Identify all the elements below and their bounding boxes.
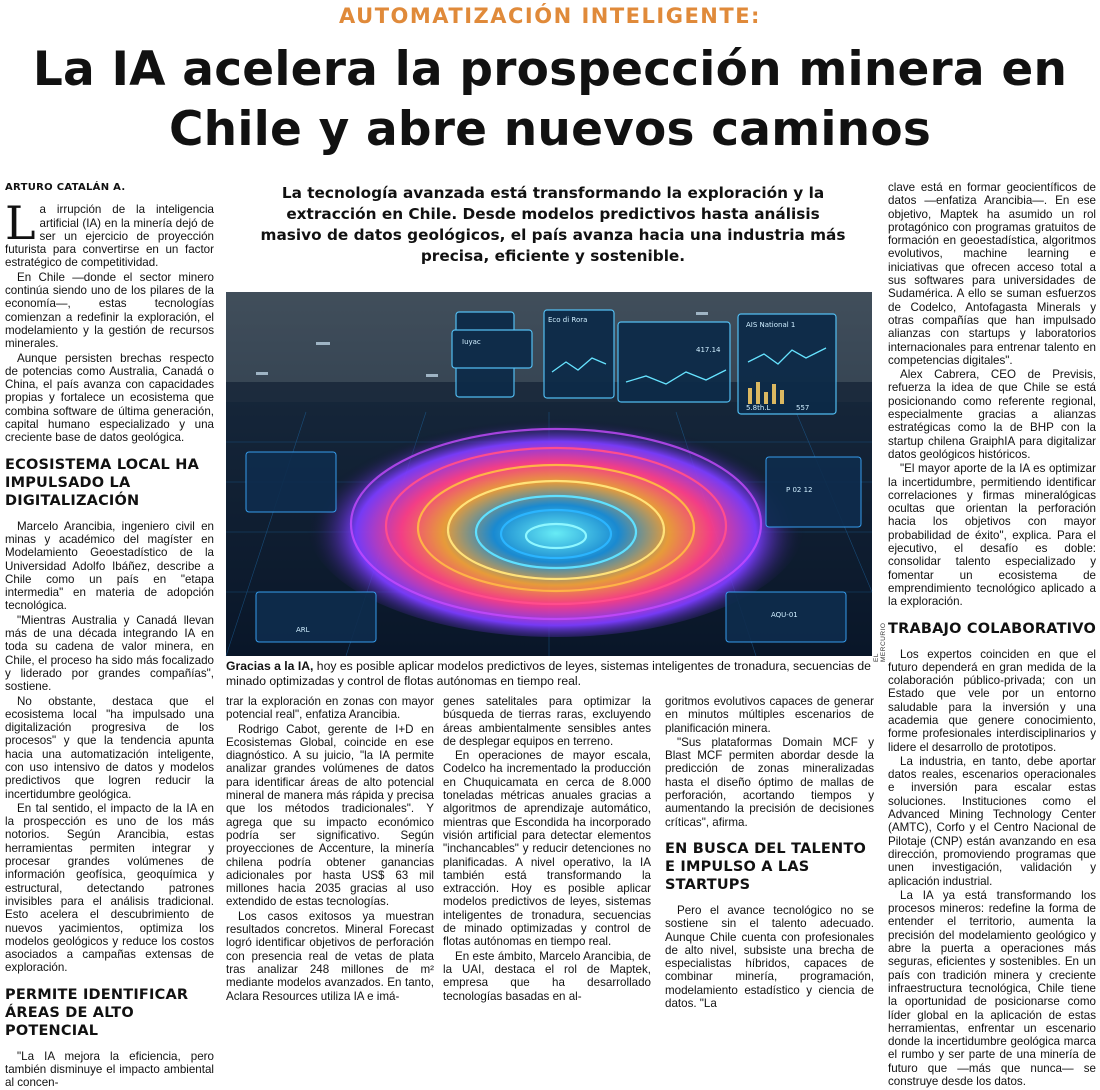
paragraph: Alex Cabrera, CEO de Previsis, refuerza la idea de que Chile se está posicionando como referente regional, especialmente gracias a alianzas estratégicas como la de BHP con la startup chilena GraiphIA para digitalizar datos geológicos históricos. xyxy=(888,368,1096,461)
screen-label: AIS National 1 xyxy=(746,321,796,329)
paragraph: Los expertos coinciden en que el futuro dependerá en gran medida de la colaboración público-privada; con un Estado que vele por un entorno saludable para la inversión y una academia que genere conocimiento, forme profesionales interdisciplinarios y lidere el desarrollo de prototipos. xyxy=(888,647,1096,754)
paragraph: "Mientras Australia y Canadá llevan más de una década integrando IA en toda su cadena de valor minera, en Chile, el proceso ha sido más focalizado y liderado por grandes compañías", sostiene. xyxy=(5,613,214,694)
paragraph: goritmos evolutivos capaces de generar en minutos múltiples escenarios de planificación minera. xyxy=(665,695,874,735)
column-5 xyxy=(888,181,1096,1088)
screen-label: 417.14 xyxy=(696,346,721,354)
lead-paragraph: La irrupción de la inteligencia artificial (IA) en la minería dejó de ser un ejercicio de proyección futurista para convertirse en un factor estratégico de competitividad. xyxy=(5,196,214,270)
paragraph: Los casos exitosos ya muestran resultados concretos. Mineral Forecast logró identificar objetivos de perforación con presencia real de vetas de plata tras analizar 248 millones de m² mediante modelos avanzados. En tanto, Aclara Resources utiliza IA e imá- xyxy=(226,909,434,1003)
paragraph: "La IA mejora la eficiencia, pero también disminuye el impacto ambiental al concen- xyxy=(5,1049,214,1090)
screen-label: Iuyac xyxy=(462,338,481,346)
paragraph: Marcelo Arancibia, ingeniero civil en minas y académico del magíster en Modelamiento Geoestadístico de la Universidad Adolfo Ibáñez, describe a Chile como un país en "etapa intermedia" en materia de adopción tecnológica. xyxy=(5,519,214,613)
headline-line-2: Chile y abre nuevos caminos xyxy=(168,102,932,157)
paragraph: La industria, en tanto, debe aportar datos reales, escenarios operacionales e inversión para escalar estas soluciones. Instituciones como el Advanced Mining Technology Center (AMTC), Corfo y el Centro Nacional de Pilotaje (CNP) están avanzando en esa dirección, promoviendo programas que unen investigación, validación y aplicación industrial. xyxy=(888,754,1096,888)
subheading-areas: PERMITE IDENTIFICAR ÁREAS DE ALTO POTENCIAL xyxy=(5,986,189,1039)
screen-label: AQU-01 xyxy=(771,611,798,619)
paragraph: "El mayor aporte de la IA es optimizar la incertidumbre, permitiendo identificar correlaciones y firmas mineralógicas ocultas que orientan la perforación hacia los objetivos con mayor probabilidad de éxito", explica. Para el ejecutivo, el desafío es doble: consolidar talento especializado y fomentar un ecosistema de emprendimiento tecnológico aplicado a la exploración. xyxy=(888,462,1096,609)
screen-label: P 02 12 xyxy=(786,486,813,494)
subheading-ecosistema: ECOSISTEMA LOCAL HA IMPULSADO LA DIGITALIZACIÓN xyxy=(5,456,200,509)
paragraph: "Sus plataformas Domain MCF y Blast MCF permiten abordar desde la predicción de zonas mineralizadas hasta el diseño óptimo de mallas de perforación, acortando tiempos y aumentando la precisión de decisiones críticas", afirma. xyxy=(665,735,874,829)
column-3 xyxy=(443,695,651,1003)
subheading-talento: EN BUSCA DEL TALENTO E IMPULSO A LAS STARTUPS xyxy=(665,840,866,893)
paragraph: En tal sentido, el impacto de la IA en la prospección es uno de los más notorios. Según Arancibia, estas herramientas permiten integrar y procesar grandes volúmenes de información geofísica, geoquímica y estructural, detectando patrones invisibles para el análisis tradicional. Esto acelera el descubrimiento de nuevos yacimientos, optimiza los modelos geológicos y reduce los costos asociados a campañas extensas de exploración. xyxy=(5,801,214,975)
caption-lead: Gracias a la IA, xyxy=(226,659,314,673)
paragraph: En operaciones de mayor escala, Codelco ha incrementado la producción en Chuquicamata en cerca de 8.000 toneladas métricas anuales gracias a algoritmos de aprendizaje automático, mientras que Escondida ha incorporado visión artificial para detectar elementos "inchancables" y reducir detenciones no planificadas. A nivel operativo, la IA también está transformando la extracción. Hoy es posible aplicar modelos predictivos de leyes, sistemas inteligentes de tronadura, secuencias de minado optimizadas y control de flotas autónomas en tiempo real. xyxy=(443,749,651,949)
deck-subtitle: La tecnología avanzada está transformando la exploración y la extracción en Chile. Desde modelos predictivos hasta análisis masivo de datos geológicos, el país avanza hacia una industria más precisa, eficiente y sostenible. xyxy=(260,184,846,265)
paragraph: genes satelitales para optimizar la búsqueda de tierras raras, excluyendo áreas ambientalmente sensibles antes de desplegar equipos en terreno. xyxy=(443,695,651,748)
screen-label: Eco di Rora xyxy=(548,316,588,324)
column-2 xyxy=(226,695,434,1003)
subheading-trabajo-colaborativo: TRABAJO COLABORATIVO xyxy=(888,620,1096,637)
paragraph: clave está en formar geocientíficos de datos —enfatiza Arancibia—. En ese objetivo, Maptek ha asumido un rol protagónico con programas gratuitos de formación en geoestadística, algoritmos evolutivos, machine learning e iniciativas que ofrecen acceso total a sus softwares para universidades de Sudamérica. A ello se suman esfuerzos de Codelco, Antofagasta Minerals y otras compañías que han impulsado alianzas con startups y laboratorios internacionales para entrenar talento en competencias digitales". xyxy=(888,181,1096,367)
mine-illustration xyxy=(226,292,872,656)
paragraph: trar la exploración en zonas con mayor potencial real", enfatiza Arancibia. xyxy=(226,695,434,722)
paragraph: No obstante, destaca que el ecosistema local "ha impulsado una digitalización progresiva de los procesos" y que la tendencia apunta hacia una automatización inteligente, con uso intensivo de datos y modelos predictivos que logren reducir la incertidumbre geológica. xyxy=(5,694,214,801)
headline-line-1: La IA acelera la prospección minera en xyxy=(32,42,1068,97)
column-4 xyxy=(665,695,874,1011)
screen-label: 5.8th.L xyxy=(746,404,771,412)
paragraph: En Chile —donde el sector minero continúa siendo uno de los pilares de la economía—, estas tecnologías comienzan a redefinir la exploración, el modelamiento y la gestión de recursos minerales. xyxy=(5,270,214,351)
drop-cap: L xyxy=(5,196,36,251)
paragraph: Rodrigo Cabot, gerente de I+D en Ecosistemas Global, coincide en ese diagnóstico. A su juicio, "la IA permite analizar grandes volúmenes de datos para identificar áreas de alto potencial mineral de manera más rápida y precisa que los métodos tradicionales". Y agrega que su impacto económico podría ser significativo. Según proyecciones de Accenture, la minería chilena podría obtener ganancias adicionales por hasta US$ 63 mil millones hacia 2035 gracias al uso extendido de estas tecnologías. xyxy=(226,722,434,909)
caption-text: hoy es posible aplicar modelos predictivos de leyes, sistemas inteligentes de tronadura, secuencias de minado optimizadas y control de flotas autónomas en tiempo real. xyxy=(226,659,871,688)
column-1 xyxy=(5,181,214,1090)
paragraph: Pero el avance tecnológico no se sostiene sin el talento adecuado. Aunque Chile cuenta con profesionales de alto nivel, subsiste una brecha de especialistas híbridos, capaces de combinar minería, programación, modelamiento estadístico y ciencia de datos. "La xyxy=(665,903,874,1011)
kicker: AUTOMATIZACIÓN INTELIGENTE: xyxy=(339,4,761,28)
paragraph: En este ámbito, Marcelo Arancibia, de la UAI, destaca el rol de Maptek, empresa que ha desarrollado tecnologías basadas en al- xyxy=(443,949,651,1003)
paragraph: La IA ya está transformando los procesos mineros: redefine la forma de entender el territorio, aumenta la precisión del modelamiento geológico y abre la puerta a operaciones más seguras, eficientes y sostenibles. En un país con tradición minera y creciente infraestructura tecnológica, Chile tiene la oportunidad de posicionarse como líder global en la aplicación de estas herramientas, enfrentar un escenario donde la incertidumbre geológica marca el rumbo y ser parte de una minería de futuro que —más que nunca— se construye desde los datos. xyxy=(888,888,1096,1088)
photo-ai-mine xyxy=(226,292,872,656)
paragraph: Aunque persisten brechas respecto de potencias como Australia, Canadá o China, el país avanza con capacidades propias y fortalece un ecosistema que combina software de última generación, capital humano especializado y una creciente base de datos geológica. xyxy=(5,351,214,445)
headline xyxy=(0,40,1100,160)
photo-caption xyxy=(226,659,872,689)
byline: ARTURO CATALÁN A. xyxy=(5,182,126,193)
screen-label: 557 xyxy=(796,404,810,412)
screen-label: ARL xyxy=(296,626,310,634)
photo-credit: EL MERCURIO xyxy=(873,622,887,662)
